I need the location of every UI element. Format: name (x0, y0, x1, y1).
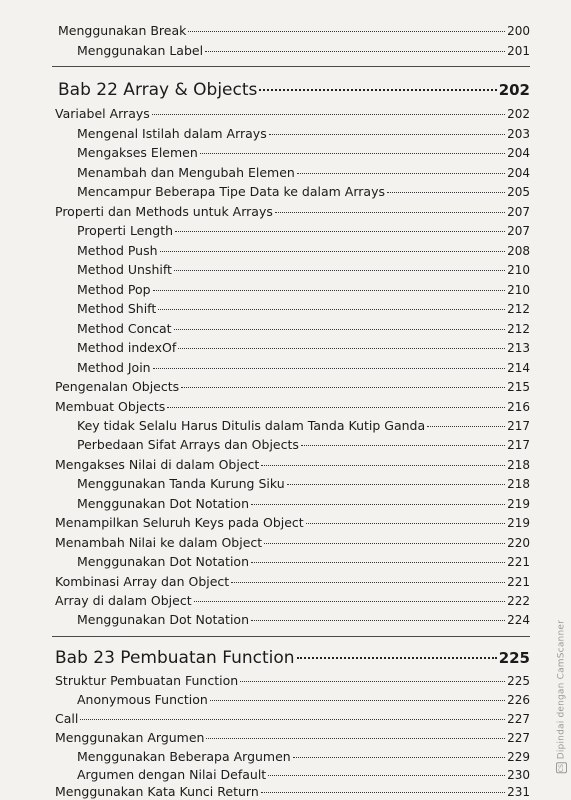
chapter-heading: Bab 22 Array & Objects 202 (58, 80, 530, 100)
leader-dots (210, 699, 505, 701)
chapter-divider (52, 636, 530, 637)
toc-entry: Menggunakan Dot Notation 219 (77, 496, 530, 511)
leader-dots (261, 791, 505, 793)
toc-entry: Mengakses Nilai di dalam Object 218 (55, 457, 530, 472)
watermark-text: Dipindai dengan CamScanner (556, 620, 567, 760)
leader-dots (205, 50, 505, 52)
leader-dots (188, 30, 505, 32)
leader-dots (306, 522, 505, 524)
toc-entry: Menggunakan Break 200 (58, 23, 530, 38)
toc-entry: Method Push 208 (77, 243, 530, 258)
leader-dots (153, 367, 506, 369)
toc-entry: Menggunakan Tanda Kurung Siku 218 (77, 476, 530, 491)
toc-entry: Menambah dan Mengubah Elemen 204 (77, 165, 530, 180)
toc-entry: Method Shift 212 (77, 301, 530, 316)
toc-entry: Array di dalam Object 222 (55, 593, 530, 608)
leader-dots (174, 328, 506, 330)
chapter-divider (52, 66, 530, 67)
leader-dots (158, 308, 505, 310)
leader-dots (160, 250, 506, 252)
toc-entry: Key tidak Selalu Harus Ditulis dalam Tanda Kutip Ganda 217 (77, 418, 530, 433)
leader-dots (259, 88, 496, 91)
leader-dots (287, 483, 505, 485)
leader-dots (264, 542, 505, 544)
toc-entry: Menggunakan Label 201 (77, 43, 530, 58)
leader-dots (175, 230, 505, 232)
toc-entry: Mengenal Istilah dalam Arrays 203 (77, 126, 530, 141)
leader-dots (251, 619, 505, 621)
leader-dots (80, 718, 505, 720)
leader-dots (251, 561, 505, 563)
camscanner-watermark (556, 620, 567, 773)
leader-dots (427, 425, 505, 427)
leader-dots (275, 211, 505, 213)
toc-entry: Anonymous Function 226 (77, 692, 530, 707)
toc-entry: Membuat Objects 216 (55, 399, 530, 414)
toc-entry: Method Join 214 (77, 360, 530, 375)
leader-dots (200, 152, 505, 154)
toc-entry: Menggunakan Dot Notation 221 (77, 554, 530, 569)
toc-entry: Properti Length 207 (77, 223, 530, 238)
leader-dots (240, 680, 505, 682)
leader-dots (301, 444, 505, 446)
toc-entry: Menambah Nilai ke dalam Object 220 (55, 535, 530, 550)
toc-entry: Kombinasi Array dan Object 221 (55, 574, 530, 589)
leader-dots (174, 269, 505, 271)
leader-dots (251, 503, 505, 505)
toc-entry: Menggunakan Dot Notation 224 (77, 612, 530, 627)
leader-dots (297, 656, 497, 659)
toc-entry: Call 227 (55, 711, 530, 726)
chapter-heading: Bab 23 Pembuatan Function 225 (55, 648, 530, 668)
leader-dots (152, 113, 505, 115)
leader-dots (297, 172, 505, 174)
leader-dots (167, 406, 505, 408)
toc-entry: Struktur Pembuatan Function 225 (55, 673, 530, 688)
leader-dots (387, 191, 505, 193)
toc-entry: Perbedaan Sifat Arrays dan Objects 217 (77, 437, 530, 452)
toc-entry: Menggunakan Beberapa Argumen 229 (77, 749, 530, 764)
toc-entry: Method Concat 212 (77, 321, 530, 336)
leader-dots (268, 774, 505, 776)
toc-entry: Method Pop 210 (77, 282, 530, 297)
toc-entry: Menggunakan Kata Kunci Return 231 (55, 784, 530, 799)
leader-dots (194, 600, 505, 602)
toc-entry: Menampilkan Seluruh Keys pada Object 219 (55, 515, 530, 530)
leader-dots (153, 289, 506, 291)
toc-entry: Properti dan Methods untuk Arrays 207 (55, 204, 530, 219)
toc-entry: Menggunakan Argumen 227 (55, 730, 530, 745)
toc-entry: Mengakses Elemen 204 (77, 145, 530, 160)
leader-dots (231, 581, 505, 583)
camscanner-logo-icon: CS (558, 763, 565, 772)
toc-entry: Method indexOf 213 (77, 340, 530, 355)
leader-dots (206, 737, 505, 739)
toc-entry: Mencampur Beberapa Tipe Data ke dalam Arrays 205 (77, 184, 530, 199)
toc-entry: Method Unshift 210 (77, 262, 530, 277)
toc-entry: Argumen dengan Nilai Default 230 (77, 767, 530, 782)
leader-dots (269, 133, 505, 135)
leader-dots (178, 347, 505, 349)
toc-entry: Pengenalan Objects 215 (55, 379, 530, 394)
toc-entry: Variabel Arrays 202 (55, 106, 530, 121)
leader-dots (261, 464, 505, 466)
leader-dots (293, 756, 505, 758)
leader-dots (181, 386, 505, 388)
